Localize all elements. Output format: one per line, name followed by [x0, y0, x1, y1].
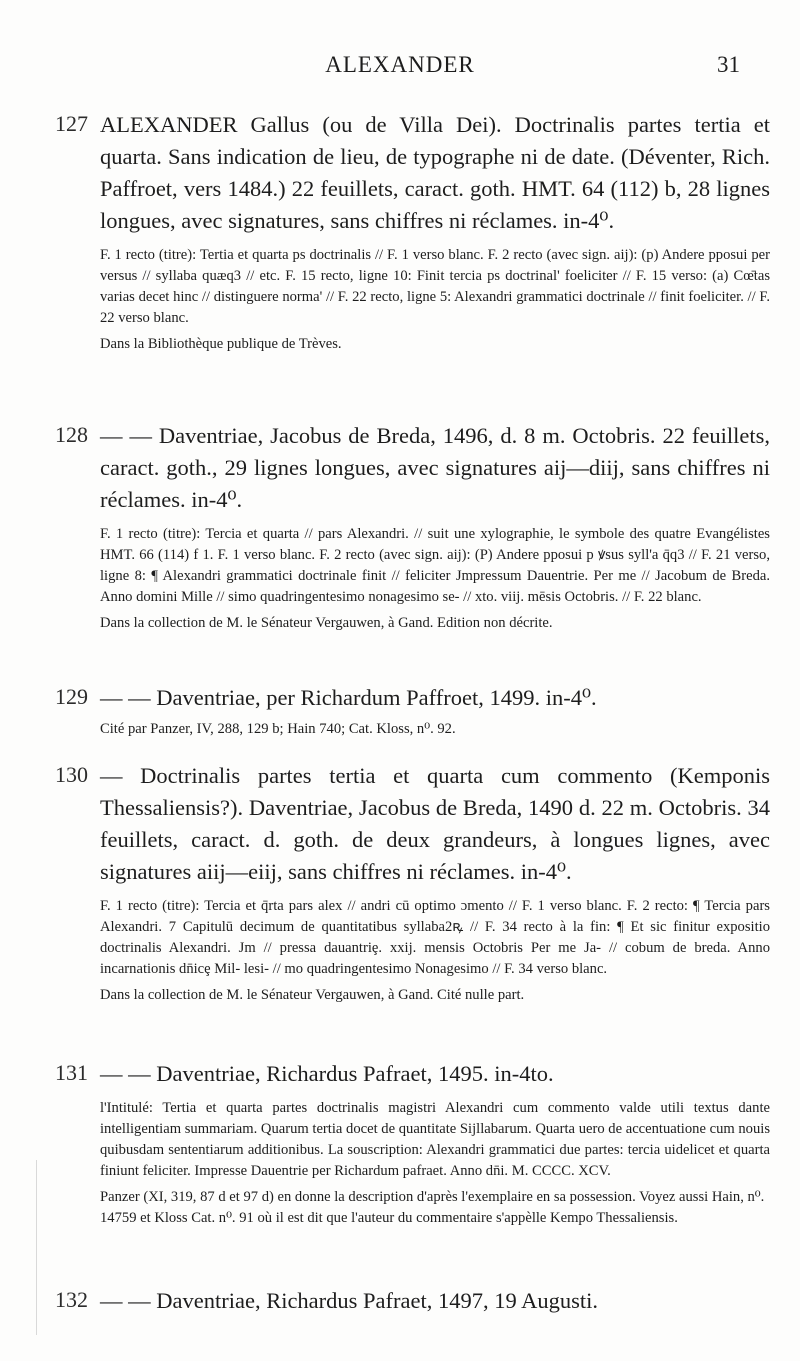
scan-margin-line: [36, 1160, 37, 1335]
entry-location-note: Dans la Bibliothèque publique de Trèves.: [100, 336, 342, 352]
entry-heading: ALEXANDER Gallus (ou de Villa Dei). Doctrinalis partes tertia et quarta. Sans indication de lieu, de typographe ni de date. (Déventer, Rich. Paffroet, vers 1484.) 22 feuillets, caract. goth. HMT. 64 (112) b, 28 lignes longues, avec signatures, sans chiffres ni réclames. in-4⁰.: [100, 112, 770, 233]
entry-location-note: Dans la collection de M. le Sénateur Vergauwen, à Gand. Edition non décrite.: [100, 615, 553, 631]
entry-number: 131: [55, 1060, 88, 1085]
page-number: 31: [717, 52, 740, 77]
entry-heading: — — Daventriae, per Richardum Paffroet, 1499. in-4⁰.: [100, 685, 597, 710]
entry-number: 127: [55, 111, 88, 136]
entry-number: 128: [55, 422, 88, 447]
entry-description: F. 1 recto (titre): Tercia et q̄rta pars alex // andri cū optimo ɔmento // F. 1 verso blanc. F. 2 recto: ¶ Tercia pars Alexandri. 7 Capitulū decimum de quantitatibus syllaba2ꝶ // F. 34 recto à la fin: ¶ Et sic finitur expositio doctrinalis Alexandri. Jm // pressa dauantriȩ. xxij. mensis Octobris Per me Ja- // cobum de breda. Anno incarnationis dn̄icȩ Mil- lesi- // mo quadringentesimo Nonagesimo // F. 34 verso blanc.: [100, 898, 770, 977]
entry-heading: — Doctrinalis partes tertia et quarta cum commento (Kemponis Thessaliensis?). Daventriae, Jacobus de Breda, 1490 d. 22 m. Octobris. 34 feuillets, caract. d. goth. de deux grandeurs, à longues lignes, avec signatures aiij—eiij, sans chiffres ni réclames. in-4⁰.: [100, 763, 770, 884]
running-title: ALEXANDER: [325, 52, 475, 77]
entry-reference-note: Panzer (XI, 319, 87 d et 97 d) en donne la description d'après l'exemplaire en sa possession. Voyez aussi Hain, n⁰. 14759 et Kloss Cat. n⁰. 91 où il est dit que l'auteur du commentaire s'appèlle Kempo Thessaliensis.: [100, 1189, 765, 1226]
entry-number: 129: [55, 684, 88, 709]
entry-heading: — — Daventriae, Richardus Pafraet, 1497, 19 Augusti.: [100, 1288, 599, 1313]
entry-description: l'Intitulé: Tertia et quarta partes doctrinalis magistri Alexandri cum commento valde utili textus dante intelligentiam summariam. Quarum tertia docet de quantitate Sijllabarum. Quarta uero de accentuatione cum nouis quibusdam sententiarum additionibus. La souscription: Alexandri grammatici due partes: tercia uidelicet et quarta finiunt feliciter. Impresse Dauentrie per Richardum pafraet. Anno dn̄i. M. CCCC. XCV.: [100, 1100, 770, 1179]
running-head: [0, 52, 800, 92]
entry-location-note: Dans la collection de M. le Sénateur Vergauwen, à Gand. Cité nulle part.: [100, 987, 525, 1003]
entry-reference-note: Cité par Panzer, IV, 288, 129 b; Hain 740; Cat. Kloss, n⁰. 92.: [100, 721, 456, 737]
entry-number: 132: [55, 1287, 88, 1312]
entry-description: F. 1 recto (titre): Tertia et quarta ps doctrinalis // F. 1 verso blanc. F. 2 recto (avec sign. aij): (p) Andere pposui per versus // syllaba quæq3 // etc. F. 15 recto, ligne 10: Finit tercia ps doctrinal' foeliciter // F. 15 verso: (a) Cœ̄tas varias decet hinc // distinguere norma' // F. 22 recto, ligne 5: Alexandri grammatici doctrinale // finit foeliciter. // F. 22 verso blanc.: [100, 247, 770, 326]
entry-number: 130: [55, 762, 88, 787]
entry-description: F. 1 recto (titre): Tercia et quarta // pars Alexandri. // suit une xylographie, le symbole des quatre Evangélistes HMT. 66 (114) f 1. F. 1 verso blanc. F. 2 recto (avec sign. aij): (P) Andere pposui p ꝟsus syll'a q̄q3 // F. 21 verso, ligne 8: ¶ Alexandri grammatici doctrinale finit // feliciter Jmpressum Dauentrie. Per me // Jacobum de Breda. Anno domini Mille // simo quadringentesimo nonagesimo se- // xto. viij. mēsis Octobris. // F. 22 blanc.: [100, 526, 770, 605]
entry-heading: — — Daventriae, Jacobus de Breda, 1496, d. 8 m. Octobris. 22 feuillets, caract. goth., 29 lignes longues, avec signatures aij—diij, sans chiffres ni réclames. in-4⁰.: [100, 423, 770, 512]
entry-heading: — — Daventriae, Richardus Pafraet, 1495. in-4to.: [100, 1061, 554, 1086]
